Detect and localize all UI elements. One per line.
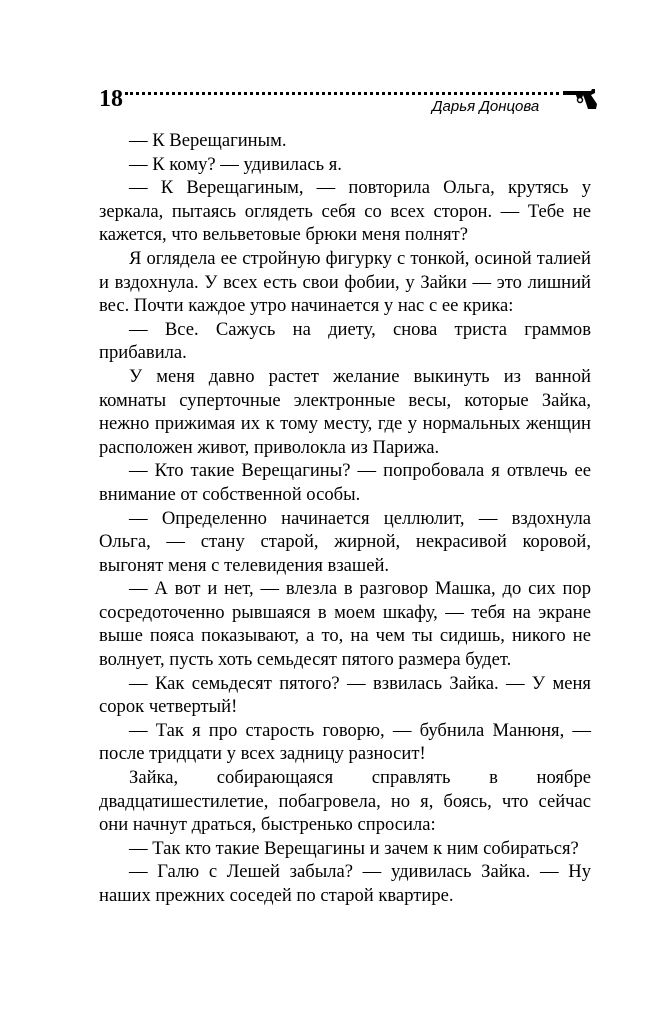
paragraph: У меня давно растет желание выкинуть из ванной комнаты суперточные электронные весы, которые Зайка, нежно прижимая их к тому месту, где у нормальных женщин расположен живот, приволокла из Парижа.	[99, 365, 591, 458]
paragraph: — К Верещагиным, — повторила Ольга, крутясь у зеркала, пытаясь оглядеть себя со всех сторон. — Тебе не кажется, что вельветовые брюки меня полнят?	[99, 177, 591, 246]
paragraph: — Так я про старость говорю, — бубнила Манюня, — после тридцати у всех задницу разносит!	[99, 719, 591, 765]
page-header	[99, 84, 599, 114]
paragraph: — Определенно начинается целлюлит, — вздохнула Ольга, — стану старой, жирной, некрасивой коровой, выгонят меня с телевидения взашей.	[99, 507, 591, 576]
paragraph: — К кому? — удивилась я.	[129, 153, 342, 175]
paragraph: — Галю с Лешей забыла? — удивилась Зайка. — Ну наших прежних соседей по старой квартире.	[99, 861, 591, 906]
paragraph: Зайка, собирающаяся справлять в ноябре двадцатишестилетие, побагровела, но я, боясь, что сейчас они начнут драться, быстренько спросила:	[99, 767, 591, 836]
paragraph: Я оглядела ее стройную фигурку с тонкой, осиной талией и вздохнула. У всех есть свои фобии, у Зайки — это лишний вес. Почти каждое утро начинается у нас с ее крика:	[99, 247, 591, 317]
page-number: 18	[99, 86, 123, 112]
paragraph: — А вот и нет, — влезла в разговор Машка, до сих пор сосредоточенно рывшаяся в моем шкафу, — тебя на экране выше пояса показывают, а то, на чем ты сидишь, никого не волнует, пусть хоть семьдесят пятого размера будет.	[99, 578, 591, 671]
paragraph: — Так кто такие Верещагины и зачем к ним собираться?	[129, 837, 579, 859]
paragraph: — Кто такие Верещагины? — попробовала я отвлечь ее внимание от собственной особы.	[99, 460, 591, 505]
paragraph: — Как семьдесят пятого? — взвилась Зайка. — У меня сорок четвертый!	[99, 672, 591, 718]
revolver-icon	[561, 88, 599, 110]
paragraph: — Все. Сажусь на диету, снова триста граммов прибавила.	[99, 318, 591, 364]
paragraph: — К Верещагиным.	[129, 130, 287, 151]
book-text	[99, 129, 591, 908]
running-head-author: Дарья Донцова	[432, 98, 540, 115]
